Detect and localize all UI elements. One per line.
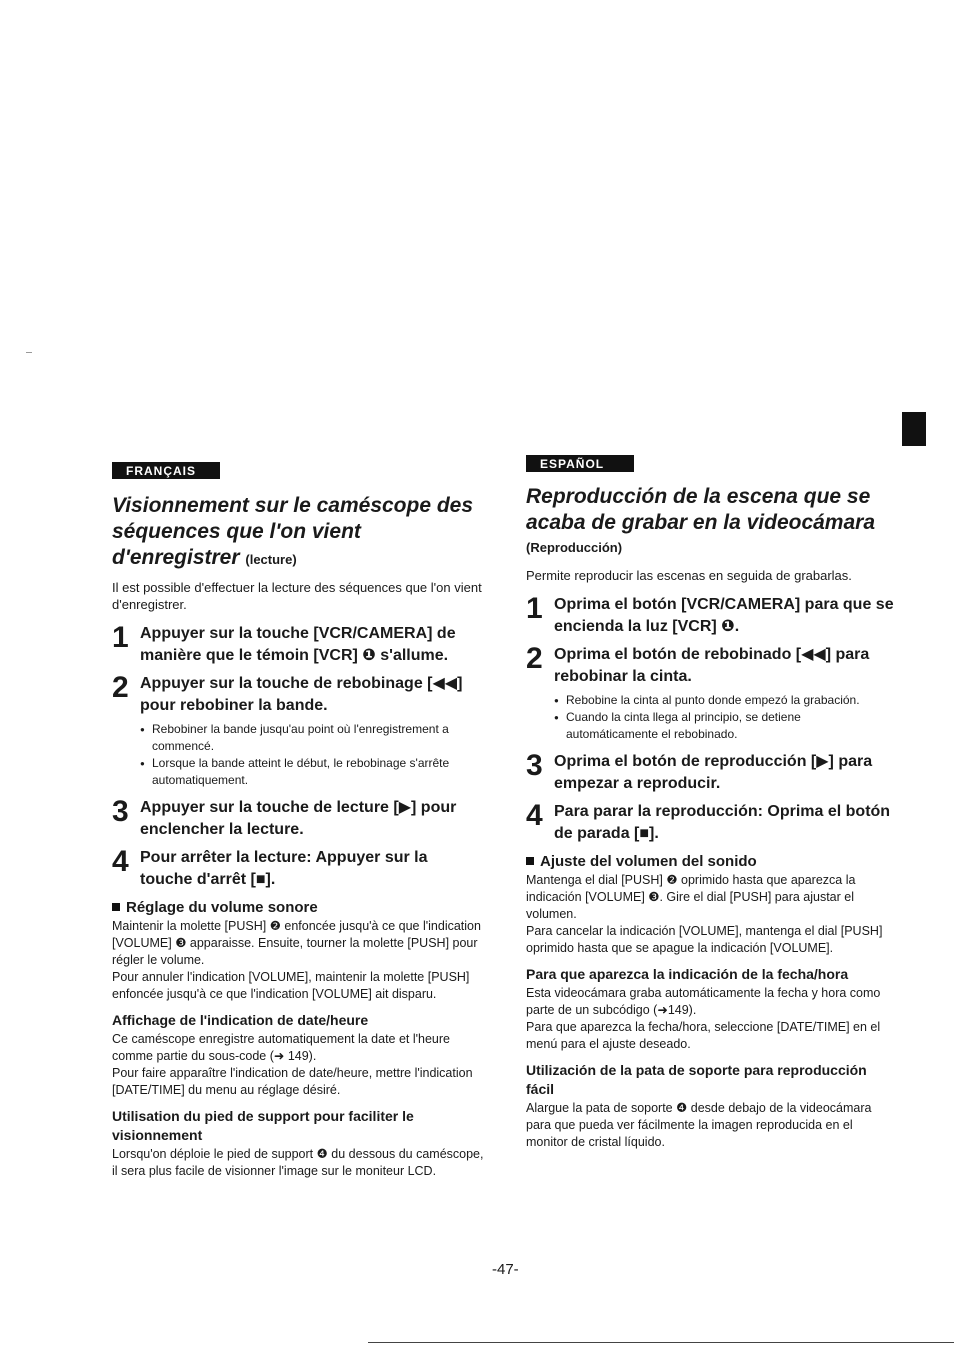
- stand-body: Lorsqu'on déploie le pied de support ❹ du dessous du caméscope, il sera plus facile de visionner l'image sur le moniteur LCD.: [112, 1147, 484, 1178]
- date-body: Esta videocámara graba automáticamente la fecha y hora como parte de un subcódigo (➜149). Para que aparezca la fecha/hora, seleccione [DATE/TIME] en el menú para el ajuste deseado.: [526, 986, 881, 1051]
- step-text: Para parar la reproducción: Oprima el botón de parada [■].: [554, 803, 891, 842]
- step-number: 2: [112, 671, 129, 704]
- note-item: ● Rebobiner la bande jusqu'au point où l'enregistrement a commencé.: [140, 721, 484, 755]
- margin-mark: [26, 352, 32, 353]
- section-title: [112, 493, 484, 573]
- footer-rule: [368, 1342, 954, 1343]
- section-tab-marker: [902, 412, 926, 446]
- step-text: Oprima el botón de rebobinado [◀◀] para rebobinar la cinta.: [554, 646, 870, 685]
- volume-heading: Réglage du volume sonore: [112, 899, 484, 916]
- date-body: Ce caméscope enregistre automatiquement la date et l'heure comme partie du sous-code (➜ 149). Pour faire apparaître l'indication de date/heure, mettre l'indication [DATE/TIME] du menu au réglage désiré.: [112, 1032, 473, 1097]
- stand-heading: Utilización de la pata de soporte para reproducción fácil: [526, 1062, 867, 1097]
- section-title: Reproducción de la escena que se acaba de grabar en la videocámara: [526, 485, 876, 534]
- step-text: Appuyer sur la touche de rebobinage [◀◀] pour rebobiner la bande.: [140, 675, 463, 714]
- date-heading: Affichage de l'indication de date/heure: [112, 1012, 369, 1028]
- note-item: ● Lorsque la bande atteint le début, le rebobinage s'arrête automatiquement.: [140, 755, 484, 789]
- step-number: 4: [526, 799, 543, 832]
- square-bullet-icon: [526, 857, 534, 865]
- volume-body: Mantenga el dial [PUSH] ❷ oprimido hasta que aparezca la indicación [VOLUME] ❸. Gire el dial [PUSH] para ajustar el volumen. Para cancelar la indicación [VOLUME], mantenga el dial [PUSH] oprimido hasta que se apague la indicación [VOLUME].: [526, 873, 883, 955]
- date-heading: Para que aparezca la indicación de la fecha/hora: [526, 966, 849, 982]
- stand-heading: Utilisation du pied de support pour faciliter le visionnement: [112, 1108, 414, 1143]
- step-number: 3: [112, 795, 129, 828]
- step-1: [112, 623, 484, 667]
- square-bullet-icon: [112, 903, 120, 911]
- step-text: Appuyer sur la touche [VCR/CAMERA] de manière que le témoin [VCR] ❶ s'allume.: [140, 625, 456, 664]
- page-number: -47-: [492, 1261, 519, 1278]
- step-3: [112, 797, 484, 841]
- step-number: 4: [112, 845, 129, 878]
- title-text: Visionnement sur le caméscope des séquences que l'on vient d'enregistrer: [112, 494, 474, 569]
- title-subtitle: (lecture): [245, 552, 297, 567]
- note-item: ● Rebobine la cinta al punto donde empezó la grabación.: [554, 692, 894, 709]
- spanish-column: [526, 455, 894, 1151]
- step-number: 3: [526, 749, 543, 782]
- step-text: Appuyer sur la touche de lecture [▶] pour enclencher la lecture.: [140, 799, 457, 838]
- step-text: Oprima el botón [VCR/CAMERA] para que se encienda la luz [VCR] ❶.: [554, 596, 894, 635]
- title-subtitle: (Reproducción): [526, 540, 623, 555]
- stand-body: Alargue la pata de soporte ❹ desde debajo de la videocámara para que pueda ver fácilmente la imagen reproducida en el monitor de cristal líquido.: [526, 1101, 872, 1149]
- step-2-notes: [554, 692, 894, 743]
- french-column: [112, 462, 484, 1180]
- step-text: Pour arrêter la lecture: Appuyer sur la touche d'arrêt [■].: [140, 849, 428, 888]
- step-number: 2: [526, 642, 543, 675]
- note-item: ● Cuando la cinta llega al principio, se detiene automáticamente el rebobinado.: [554, 709, 894, 743]
- intro-text: Permite reproducir las escenas en seguida de grabarlas.: [526, 568, 852, 583]
- intro-text: Il est possible d'effectuer la lecture des séquences que l'on vient d'enregistrer.: [112, 580, 482, 612]
- step-text: Oprima el botón de reproducción [▶] para empezar a reproducir.: [554, 753, 873, 792]
- volume-body: Maintenir la molette [PUSH] ❷ enfoncée jusqu'à ce que l'indication [VOLUME] ❸ apparaisse. Ensuite, tourner la molette [PUSH] pour régler le volume. Pour annuler l'indication [VOLUME], maintenir la molette [PUSH] enfoncée jusqu'à ce que l'indication [VOLUME] ait disparu.: [112, 919, 481, 1001]
- step-number: 1: [526, 592, 543, 625]
- step-4: [526, 801, 894, 845]
- step-2-notes: [140, 721, 484, 789]
- language-badge-french: FRANÇAIS: [112, 462, 220, 479]
- step-2: [526, 644, 894, 688]
- step-2: [112, 673, 484, 717]
- volume-heading: Ajuste del volumen del sonido: [526, 853, 894, 870]
- step-4: [112, 847, 484, 891]
- step-number: 1: [112, 621, 129, 654]
- step-1: [526, 594, 894, 638]
- language-badge-spanish: ESPAÑOL: [526, 455, 634, 472]
- step-3: [526, 751, 894, 795]
